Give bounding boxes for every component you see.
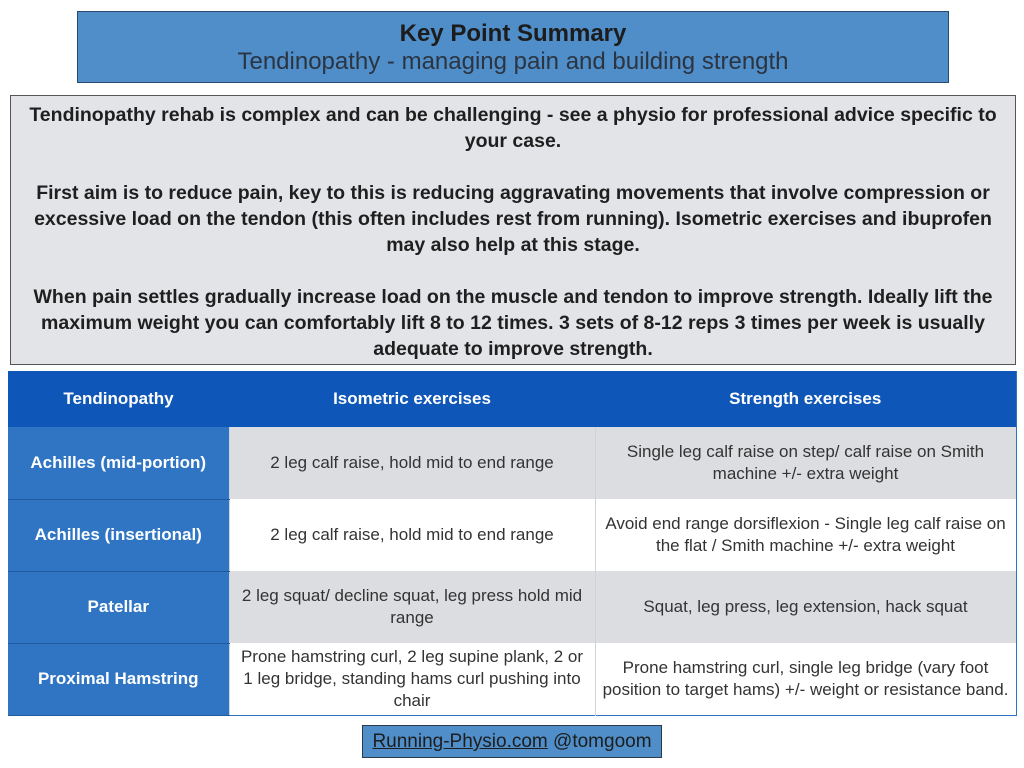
strength-cell: Single leg calf raise on step/ calf raise on Smith machine +/- extra weight xyxy=(595,427,1016,499)
isometric-cell: 2 leg squat/ decline squat, leg press hold mid range xyxy=(229,571,595,643)
table-row xyxy=(8,499,1016,571)
table-row xyxy=(8,643,1016,715)
strength-cell: Prone hamstring curl, single leg bridge (vary foot position to target hams) +/- weight or resistance band. xyxy=(595,643,1016,715)
footer-credit xyxy=(362,725,662,758)
strength-cell: Avoid end range dorsiflexion - Single leg calf raise on the flat / Smith machine +/- extra weight xyxy=(595,499,1016,571)
twitter-handle: @tomgoom xyxy=(553,731,652,752)
header-tendinopathy: Tendinopathy xyxy=(8,371,229,427)
page-title: Key Point Summary xyxy=(399,20,627,47)
isometric-cell: Prone hamstring curl, 2 leg supine plank, 2 or 1 leg bridge, standing hams curl pushing into chair xyxy=(229,643,595,715)
header-isometric: Isometric exercises xyxy=(229,371,595,427)
table-row xyxy=(8,571,1016,643)
row-label-patellar: Patellar xyxy=(8,571,229,643)
row-label-proximal-hamstring: Proximal Hamstring xyxy=(8,643,229,715)
title-banner xyxy=(77,11,949,83)
row-label-achilles-mid: Achilles (mid-portion) xyxy=(8,427,229,499)
header-strength: Strength exercises xyxy=(595,371,1016,427)
summary-paragraph-1: Tendinopathy rehab is complex and can be challenging - see a physio for professional advice specific to your case. xyxy=(29,104,997,152)
isometric-cell: 2 leg calf raise, hold mid to end range xyxy=(229,427,595,499)
strength-cell: Squat, leg press, leg extension, hack squat xyxy=(595,571,1016,643)
table-row xyxy=(8,427,1016,499)
table-header-row xyxy=(8,371,1016,427)
isometric-cell: 2 leg calf raise, hold mid to end range xyxy=(229,499,595,571)
page-subtitle: Tendinopathy - managing pain and building strength xyxy=(237,48,789,75)
summary-panel xyxy=(10,95,1016,365)
website-link[interactable]: Running-Physio.com xyxy=(372,731,548,752)
summary-paragraph-3: When pain settles gradually increase load on the muscle and tendon to improve strength. Ideally lift the maximum weight you can comfortably lift 8 to 12 times. 3 sets of 8-12 reps 3 times per week is usually adequate to improve strength. xyxy=(33,286,993,360)
summary-paragraph-2: First aim is to reduce pain, key to this is reducing aggravating movements that involve compression or excessive load on the tendon (this often includes rest from running). Isometric exercises and ibuprofen may also help at this stage. xyxy=(34,182,992,256)
exercise-table xyxy=(8,371,1017,716)
row-label-achilles-insertional: Achilles (insertional) xyxy=(8,499,229,571)
